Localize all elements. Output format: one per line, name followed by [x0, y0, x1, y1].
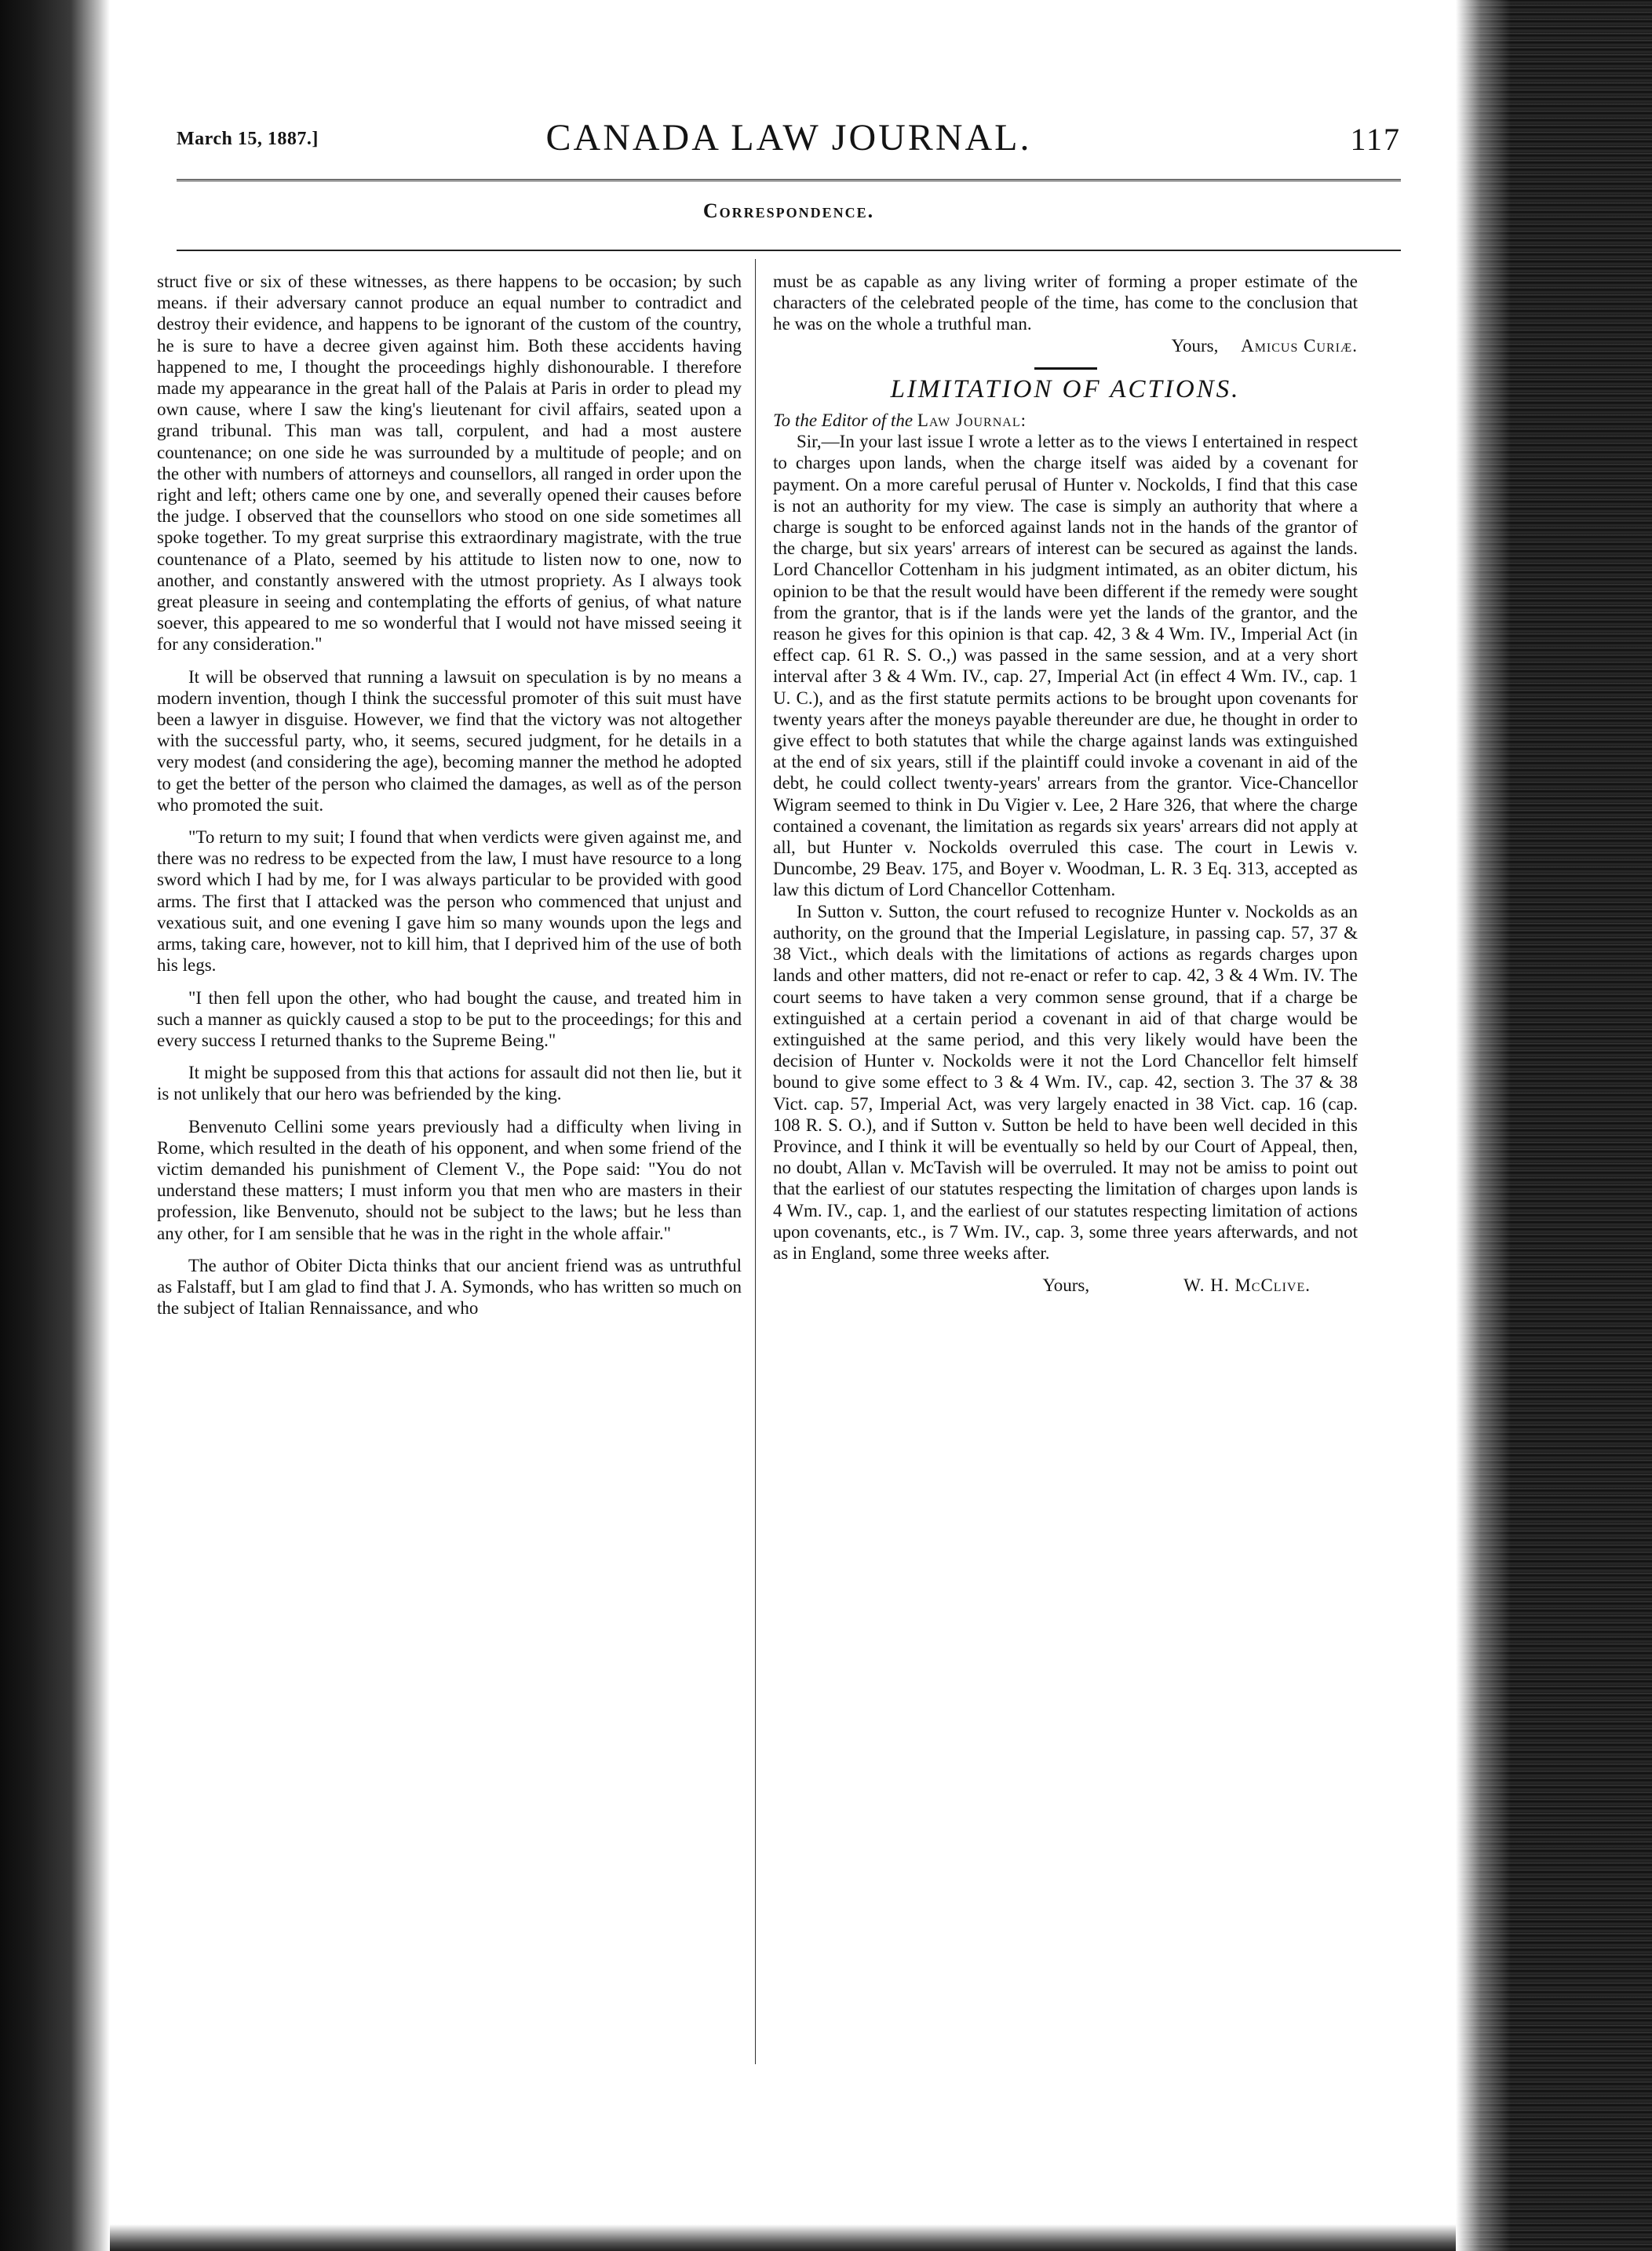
issue-date: March 15, 1887.]: [177, 129, 319, 149]
section-rule: [177, 250, 1401, 251]
left-paragraph-5: It might be supposed from this that actions for assault did not then lie, but it is not unlikely that our hero was befriended by the king.: [157, 1063, 742, 1104]
column-separator: [755, 259, 756, 2064]
article-title: LIMITATION OF ACTIONS.: [890, 374, 1241, 403]
right-continuation: must be as capable as any living writer of forming a proper estimate of the characters of the celebrated people of the time, has come to the conclusion that he was on the whole a truthful man.: [773, 272, 1358, 334]
left-paragraph-1: struct five or six of these witnesses, as there happens to be occasion; by such means. if their adversary cannot produce an equal number to contradict and destroy their evidence, and happens to be ignorant of the custom of the country, he is sure to have a decree given against him. Both these accidents having happened to me, I thought the proceedings highly dishonourable. I therefore made my appearance in the great hall of the Palais at Paris in order to plead my own cause, where I saw the king's lieutenant for civil affairs, seated upon a grand tribunal. This man was tall, corpulent, and had a most austere countenance; on one side he was surrounded by a multitude of people; and on the other with numbers of attorneys and counsellors, all ranged in order upon the right and left; others came one by one, and severally opened their causes before the judge. I observed that the counsellors who stood on one side sometimes all spoke together. To my great surprise this extraordinary magistrate, with the true countenance of a Plato, seemed by his attitude to listen now to one, now to another, and constantly answered with the utmost propriety. As I always took great pleasure in seeing and contemplating the efforts of genius, of what nature soever, this appeared to me so wonderful that I would not have missed seeing it for any consideration.": [157, 272, 742, 655]
second-signoff-yours: Yours,: [1042, 1275, 1090, 1296]
right-paragraph-2: In Sutton v. Sutton, the court refused to recognize Hunter v. Nockolds as an authority, on the ground that the Imperial Legislature, in passing cap. 57, 37 & 38 Vict., which deals with the limitations of actions as regards charges upon lands and other matters, did not re-enact or refer to cap. 42, 3 & 4 Wm. IV. The court seems to have taken a very common sense ground, that if a charge be extinguished at a certain period a covenant in aid of that charge would be extinguished at the same period, and this very likely would have been the decision of Hunter v. Nockolds were it not the Lord Chancellor felt himself bound to give some effect to 3 & 4 Wm. IV., cap. 42, section 3. The 37 & 38 Vict. cap. 57, Imperial Act, was very largely enacted in 38 Vict. cap. 16 (cap. 108 R. S. O.), and if Sutton v. Sutton be held to have been well decided in this Province, and I think it will be eventually so held by our Court of Appeal, then, no doubt, Allan v. McTavish will be overruled. It may not be amiss to point out that the earliest of our statutes respecting the limitation of charges upon lands is 4 Wm. IV., cap. 1, and the earliest of our statutes respecting limitation of actions upon covenants, etc., is 7 Wm. IV., cap. 3, some three years afterwards, and not as in England, some three weeks after.: [773, 901, 1358, 1263]
salutation-prefix: To the Editor of the: [773, 410, 914, 431]
section-title: Correspondence.: [702, 199, 875, 222]
letter-divider: [1034, 367, 1097, 370]
scan-border-right: [1456, 0, 1652, 2251]
scan-border-bottom: [110, 2224, 1456, 2251]
right-paragraph-1: Sir,—In your last issue I wrote a letter as to the views I entertained in respect to charges upon lands, when the charge itself was aided by a covenant for payment. On a more careful perusal of Hunter v. Nockolds, I find that this case is not an authority for my view. The case is simply an authority that where a charge is sought to be enforced against lands not in the hands of the grantor of the charge, but six years' arrears of interest can be secured as against the lands. Lord Chancellor Cottenham in his judgment intimated, as an obiter dictum, his opinion to be that the result would have been different if the remedy were sought from the grantor, that is if the lands were yet the lands of the grantor, and the reason he gives for this opinion is that cap. 42, 3 & 4 Wm. IV., Imperial Act (in effect cap. 61 R. S. O.,) was passed in the same session, and at a very short interval after 3 & 4 Wm. IV., cap. 27, Imperial Act (in effect 4 Wm. IV., cap. 1 U. C.), and as the first statute permits actions to be brought upon covenants for twenty years after the moneys payable thereunder are due, he thought in order to give effect to both statutes that while the charge against lands was extinguished at the end of six years, still if the plaintiff could invoke a covenant in aid of the debt, he could collect twenty-years' arrears from the grantor. Vice-Chancellor Wigram seemed to think in Du Vigier v. Lee, 2 Hare 326, that where the charge contained a covenant, the limitation as regards six years' arrears did not apply at all, but Hunter v. Nockolds overruled this case. The court in Lewis v. Duncombe, 29 Beav. 175, and Boyer v. Woodman, L. R. 3 Eq. 313, accepted as law this dictum of Lord Chancellor Cottenham.: [773, 432, 1358, 900]
page-number: 117: [1350, 122, 1401, 157]
left-paragraph-3: "To return to my suit; I found that when verdicts were given against me, and there was no redress to be expected from the law, I must have resource to a long sword which I had by me, for I was always particular to be provided with good arms. The first that I attacked was the person who commenced that unjust and vexatious suit, and one evening I gave him so many wounds upon the legs and arms, taking care, however, not to kill him, that I deprived him of the use of both his legs.: [157, 827, 742, 976]
salutation-journal: Law Journal:: [917, 410, 1027, 431]
left-paragraph-4: "I then fell upon the other, who had bought the cause, and treated him in such a manner as quickly caused a stop to be put to the proceedings; for this and every success I returned thanks to the Supreme Being.": [157, 987, 742, 1050]
header-rule: [177, 179, 1401, 181]
salutation: [773, 410, 1358, 431]
left-paragraph-7: The author of Obiter Dicta thinks that our ancient friend was as untruthful as Falstaff, but I am glad to find that J. A. Symonds, who has written so much on the subject of Italian Rennaissance, and who: [157, 1255, 742, 1319]
running-head: [177, 110, 1401, 173]
left-paragraph-6: Benvenuto Cellini some years previously had a difficulty when living in Rome, which resulted in the death of his opponent, and when some friend of the victim demanded his punishment of Clement V., the Pope said: "You do not understand these matters; I must inform you that men who are masters in their profession, like Benvenuto, should not be subject to the laws; but he less than any other, for I am sensible that he was in the right in the whole affair.": [157, 1116, 742, 1243]
first-letter-signoff: [773, 335, 1358, 356]
second-signoff-name: W. H. McClive.: [1183, 1275, 1311, 1296]
journal-title: CANADA LAW JOURNAL.: [545, 117, 1032, 159]
right-column: [773, 271, 1358, 2076]
left-paragraph-2: It will be observed that running a lawsuit on speculation is by no means a modern invention, though I think the successful promoter of this suit must have been a lawyer in disguise. However, we find that the victory was not altogether with the successful party, who, it seems, secured judgment, for he details in a very modest (and considering the age), becoming manner the method he adopted to get the better of the person who claimed the damages, as well as of the person who promoted the suit.: [157, 666, 742, 815]
scan-border-left: [0, 0, 110, 2251]
first-signoff-yours: Yours,: [1171, 335, 1219, 356]
first-signoff-name: Amicus Curiæ.: [1241, 335, 1358, 356]
second-letter-signoff: [773, 1275, 1358, 1296]
left-column: [157, 271, 742, 2076]
